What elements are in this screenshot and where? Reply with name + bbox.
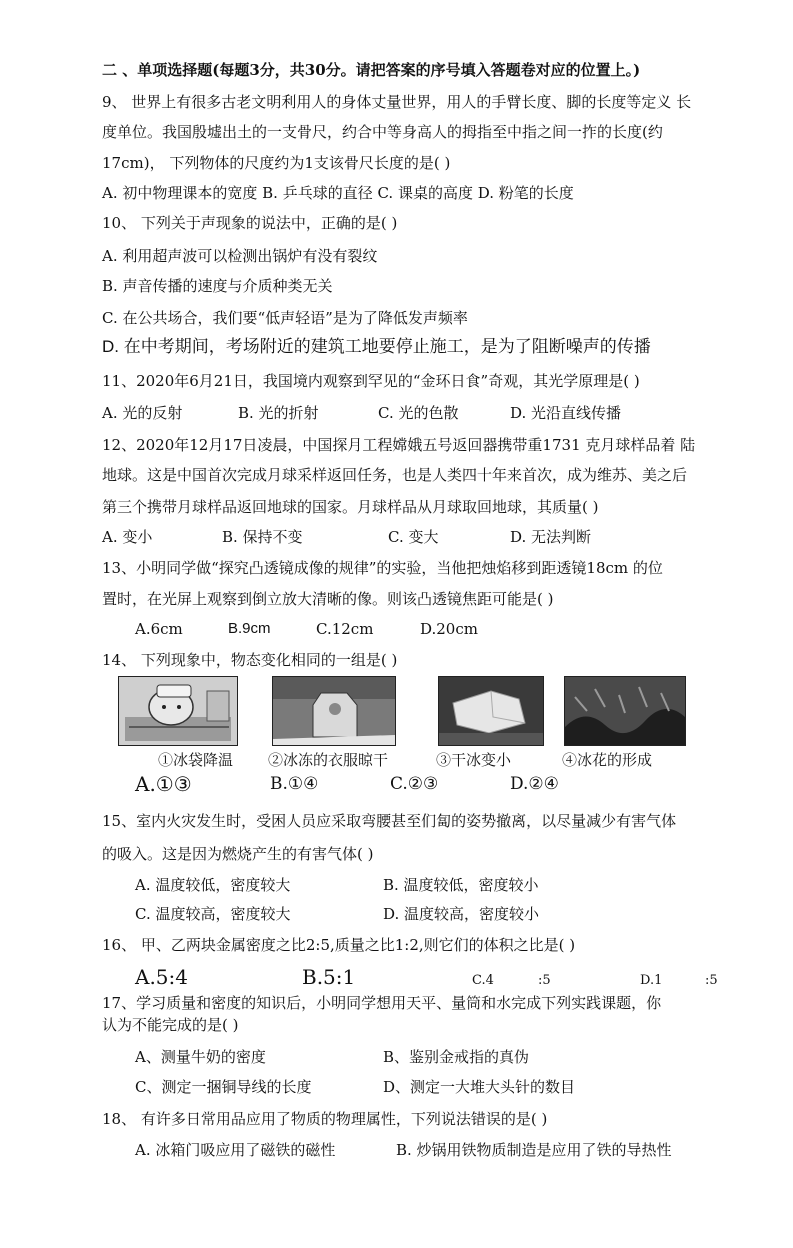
q17-option-b: B、鉴别金戒指的真伪 — [383, 1048, 530, 1066]
q9-line-3: 17cm)， 下列物体的尺度约为1支该骨尺长度的是( ) — [102, 154, 451, 172]
q14-option-c: C.②③ — [390, 774, 439, 794]
q11-option-b: B. 光的折射 — [238, 404, 319, 422]
q16-stem: 16、 甲、乙两块金属密度之比2:5,质量之比1:2,则它们的体积之比是( ) — [102, 936, 576, 954]
q10-option-a: A. 利用超声波可以检测出锅炉有没有裂纹 — [102, 247, 378, 265]
q12-option-b: B. 保持不变 — [222, 528, 303, 546]
q13-line-2: 置时，在光屏上观察到倒立放大清晰的像。则该凸透镜焦距可能是( ) — [102, 590, 554, 608]
q16-option-d-part2: :5 — [705, 973, 718, 988]
q14-option-d: D.②④ — [510, 774, 559, 794]
q15-line-1: 15、室内火灾发生时，受困人员应采取弯腰甚至们匐的姿势撤离，以尽量减少有害气体 — [102, 812, 677, 830]
q17-option-a: A、测量牛奶的密度 — [135, 1048, 266, 1066]
q15-line-2: 的吸入。这是因为燃烧产生的有害气体( ) — [102, 845, 374, 863]
frozen-clothes-image — [272, 676, 396, 746]
q11-stem: 11、2020年6月21日，我国境内观察到罕见的“金环日食”奇观，其光学原理是( ) — [102, 372, 640, 390]
q15-option-a: A. 温度较低，密度较大 — [135, 876, 291, 894]
q11-option-d: D. 光沿直线传播 — [510, 404, 622, 422]
q13-line-1: 13、小明同学做“探究凸透镜成像的规律”的实验，当他把烛焰移到距透镜18cm 的位 — [102, 559, 663, 577]
q13-option-d: D.20cm — [420, 620, 478, 638]
q10-option-c: C. 在公共场合，我们要“低声轻语”是为了降低发声频率 — [102, 309, 468, 327]
q15-option-d: D. 温度较高，密度较小 — [383, 905, 540, 923]
q18-stem: 18、 有许多日常用品应用了物质的物理属性，下列说法错误的是( ) — [102, 1110, 548, 1128]
q16-option-d-part1: D.1 — [640, 973, 663, 988]
q16-option-b: B.5:1 — [302, 965, 356, 989]
q18-option-b: B. 炒锅用铁物质制造是应用了铁的导热性 — [396, 1141, 672, 1159]
frost-flower-image — [564, 676, 686, 746]
q18-option-a: A. 冰箱门吸应用了磁铁的磁性 — [135, 1141, 336, 1159]
dry-ice-image — [438, 676, 544, 746]
q11-option-c: C. 光的色散 — [378, 404, 459, 422]
q15-option-c: C. 温度较高，密度较大 — [135, 905, 291, 923]
q16-option-c-part2: :5 — [538, 973, 551, 988]
q10-option-d: D. 在中考期间，考场附近的建筑工地要停止施工，是为了阻断噪声的传播 — [102, 337, 651, 356]
q12-line-2: 地球。这是中国首次完成月球采样返回任务，也是人类四十年来首次，成为维苏、美之后 — [102, 466, 688, 484]
caption-dry-ice: ③干冰变小 — [436, 751, 512, 769]
q13-option-b: B.9cm — [228, 620, 271, 637]
caption-ice-pack: ①冰袋降温 — [158, 751, 234, 769]
q17-line-2: 认为不能完成的是( ) — [102, 1016, 239, 1034]
q9-line-1: 9、 世界上有很多古老文明利用人的身体丈量世界，用人的手臂长度、脚的长度等定义 长 — [102, 93, 692, 111]
q11-option-a: A. 光的反射 — [102, 404, 183, 422]
q13-option-c: C.12cm — [316, 620, 374, 638]
q14-option-b: B.①④ — [270, 774, 319, 794]
q13-option-a: A.6cm — [135, 620, 183, 638]
section-header: 二 、单项选择题(每题3分，共30分。请把答案的序号填入答题卷对应的位置上。) — [102, 61, 641, 79]
q10-stem: 10、 下列关于声现象的说法中，正确的是( ) — [102, 214, 398, 232]
q12-option-d: D. 无法判断 — [510, 528, 592, 546]
q17-option-c: C、测定一捆铜导线的长度 — [135, 1078, 312, 1096]
q10-option-b: B. 声音传播的速度与介质种类无关 — [102, 277, 333, 295]
q15-option-b: B. 温度较低，密度较小 — [383, 876, 539, 894]
q14-stem: 14、 下列现象中，物态变化相同的一组是( ) — [102, 651, 398, 669]
ice-pack-image — [118, 676, 238, 746]
caption-frozen-clothes: ②冰冻的衣服晾干 — [268, 751, 389, 769]
q16-option-c-part1: C.4 — [472, 973, 494, 988]
q16-option-a: A.5:4 — [135, 965, 188, 989]
q12-line-1: 12、2020年12月17日凌晨，中国探月工程嫦娥五号返回器携带重1731 克月球样品着 陆 — [102, 436, 696, 454]
q17-line-1: 17、学习质量和密度的知识后，小明同学想用天平、量筒和水完成下列实践课题，你 — [102, 994, 662, 1012]
q9-options: A. 初中物理课本的宽度 B. 乒乓球的直径 C. 课桌的高度 D. 粉笔的长度 — [102, 184, 574, 202]
q12-option-c: C. 变大 — [388, 528, 439, 546]
q9-line-2: 度单位。我国殷墟出土的一支骨尺，约合中等身高人的拇指至中指之间一拃的长度(约 — [102, 123, 663, 141]
q14-option-a: A.①③ — [135, 772, 192, 796]
q12-option-a: A. 变小 — [102, 528, 153, 546]
q12-line-3: 第三个携带月球样品返回地球的国家。月球样品从月球取回地球，其质量( ) — [102, 498, 599, 516]
caption-frost-flower: ④冰花的形成 — [562, 751, 653, 769]
q17-option-d: D、测定一大堆大头针的数目 — [383, 1078, 576, 1096]
